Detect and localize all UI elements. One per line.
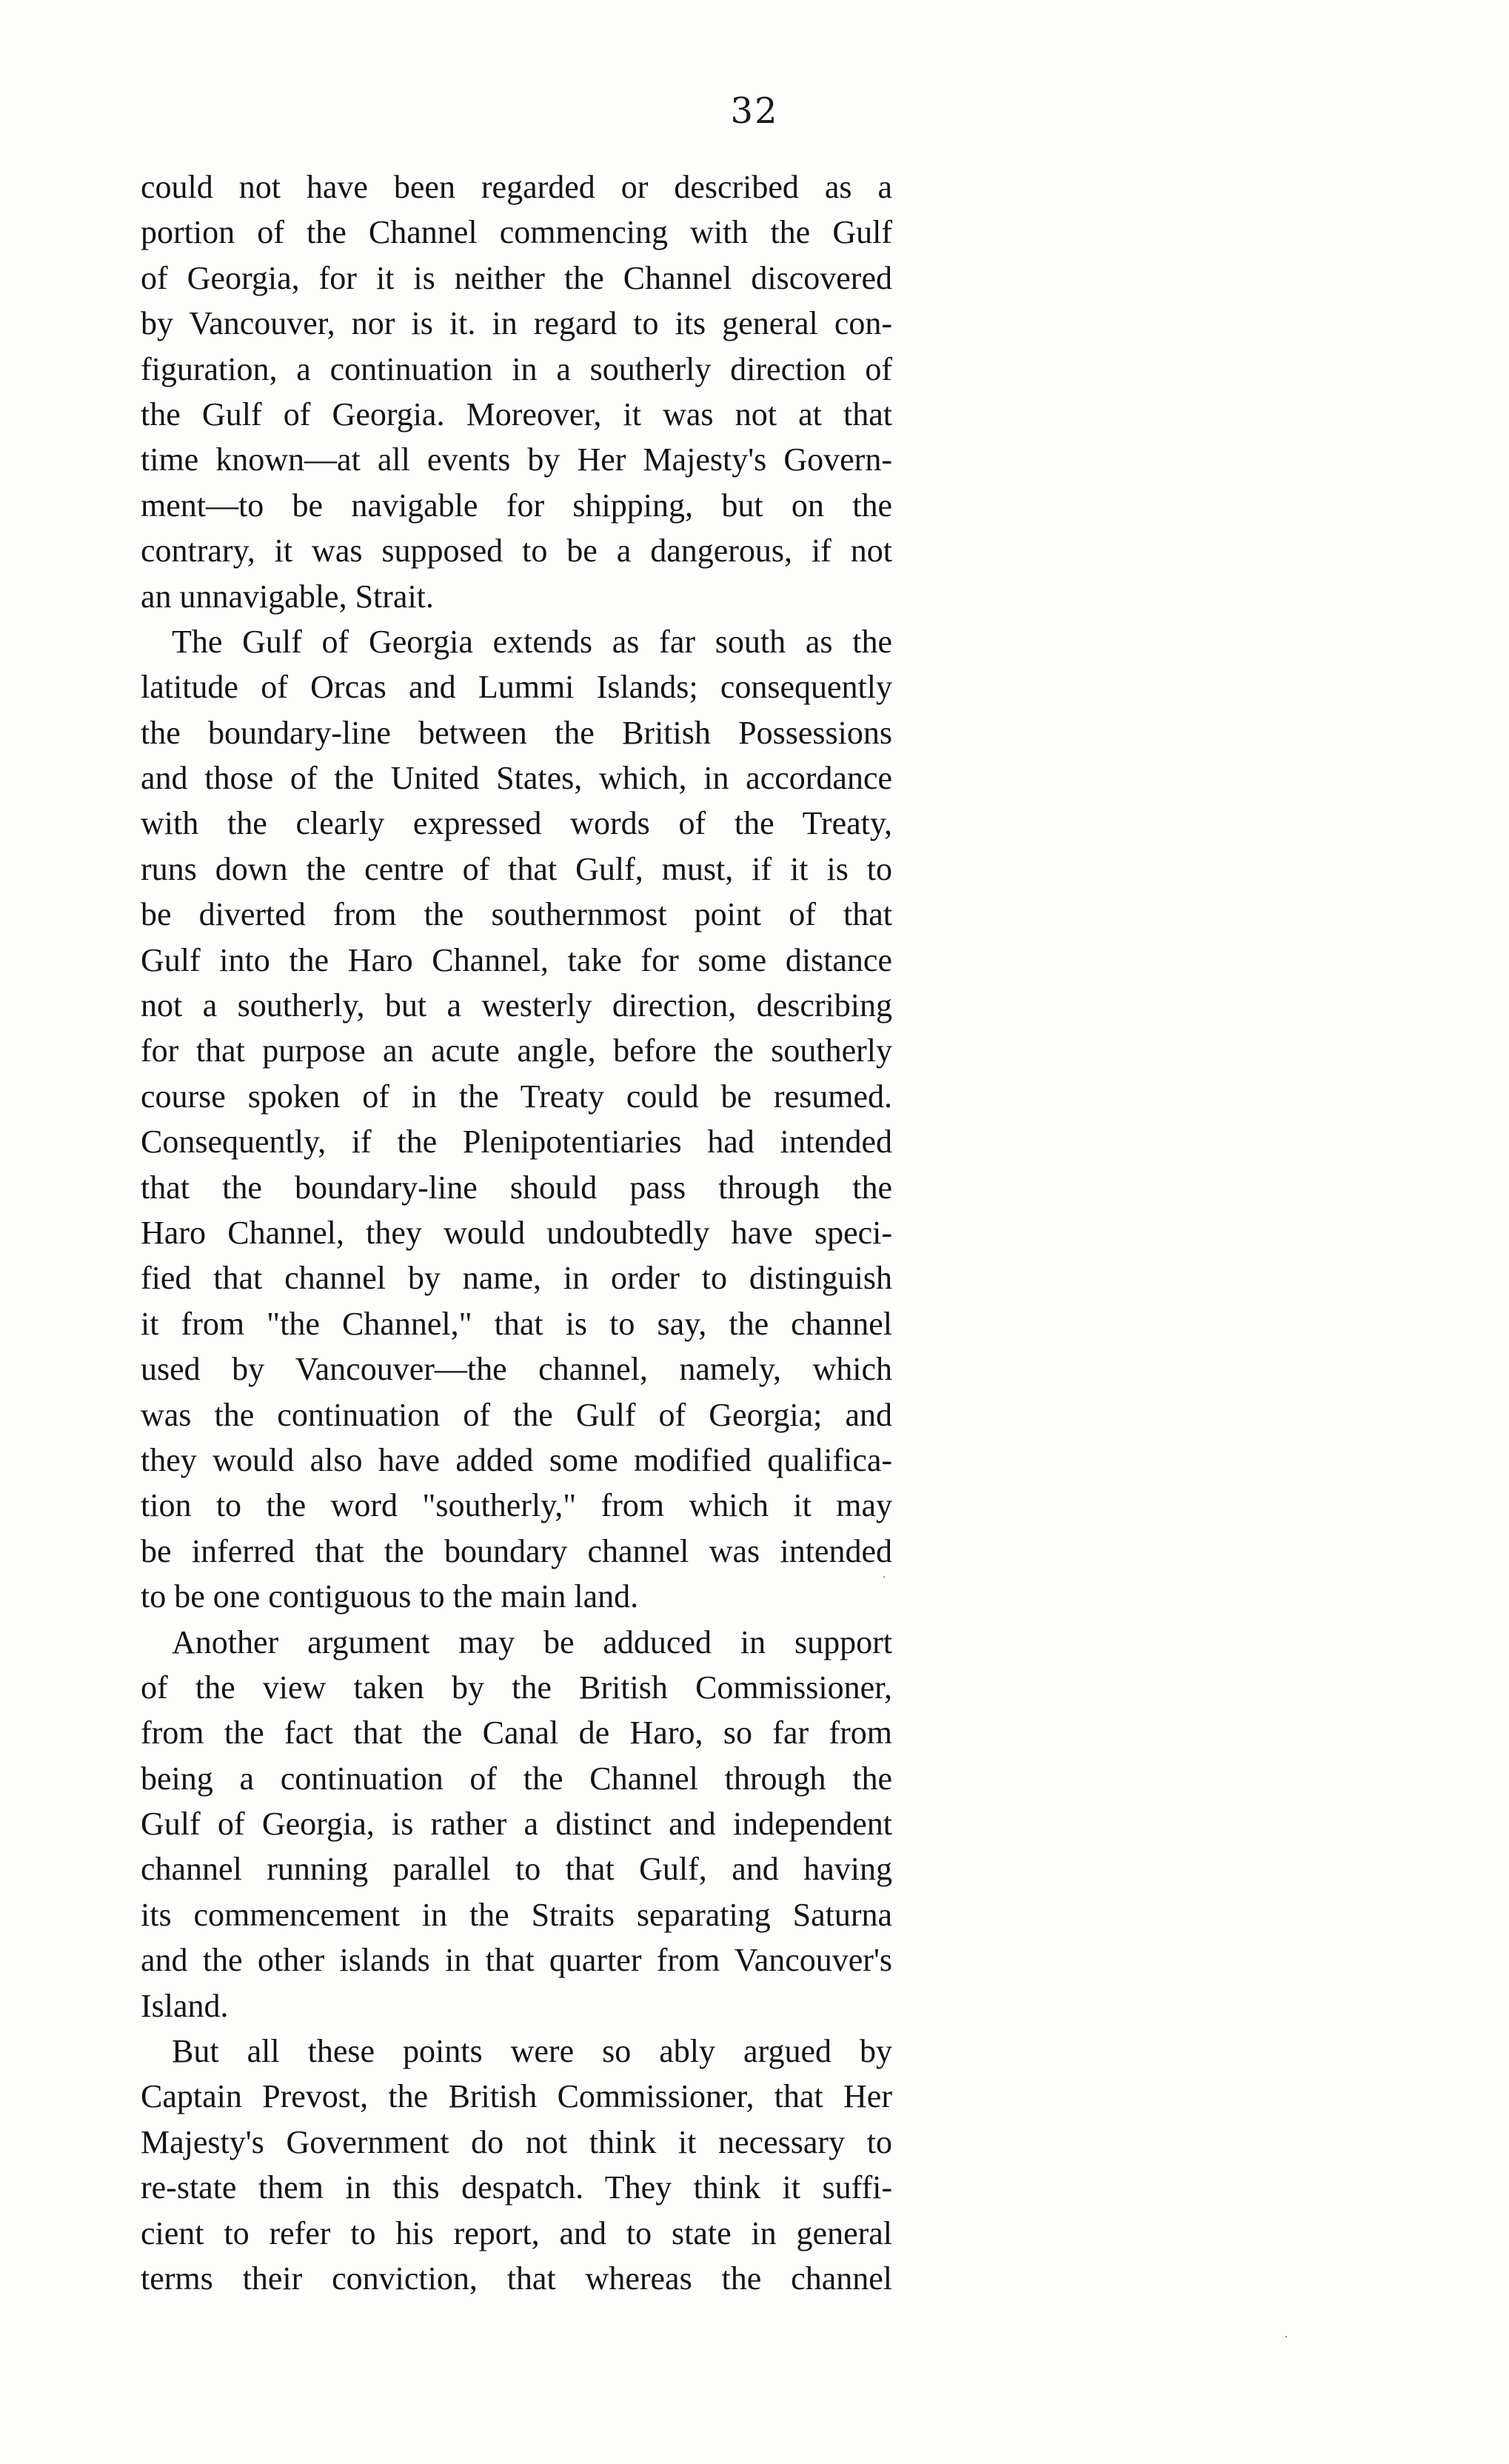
- text-line: course spoken of in the Treaty could be resumed.: [141, 1078, 892, 1115]
- text-line: Gulf of Georgia, is rather a distinct and independent: [141, 1806, 892, 1843]
- text-line: The Gulf of Georgia extends as far south as the: [172, 623, 892, 660]
- text-line: time known—at all events by Her Majesty's Govern-: [141, 441, 892, 478]
- text-line: But all these points were so ably argued by: [172, 2033, 892, 2070]
- text-line: tion to the word "southerly," from which it may: [141, 1487, 892, 1524]
- text-line: cient to refer to his report, and to state in general: [141, 2214, 892, 2251]
- page-number: 32: [730, 90, 779, 132]
- paragraph-1: [141, 164, 892, 619]
- text-line: Haro Channel, they would undoubtedly have speci-: [141, 1214, 892, 1251]
- text-line: fied that channel by name, in order to distinguish: [141, 1260, 892, 1297]
- paragraph-3: [141, 1620, 892, 2029]
- text-line: the Gulf of Georgia. Moreover, it was not at that: [141, 395, 892, 433]
- text-line: for that purpose an acute angle, before the southerly: [141, 1032, 892, 1069]
- text-line: was the continuation of the Gulf of Georgia; and: [141, 1396, 892, 1433]
- text-line: by Vancouver, nor is it. in regard to its general con-: [141, 305, 892, 342]
- text-line: could not have been regarded or described as a: [141, 169, 892, 205]
- text-line: not a southerly, but a westerly direction, describing: [141, 987, 892, 1024]
- text-line: and the other islands in that quarter from Vancouver's: [141, 1942, 892, 1979]
- text-line: of the view taken by the British Commissioner,: [141, 1669, 892, 1706]
- text-line: Gulf into the Haro Channel, take for some distance: [141, 941, 892, 978]
- text-line: from the fact that the Canal de Haro, so far from: [141, 1715, 892, 1752]
- text-line: be diverted from the southernmost point of that: [141, 896, 892, 933]
- text-line: Consequently, if the Plenipotentiaries had intended: [141, 1124, 892, 1161]
- text-line: figuration, a continuation in a southerly direction of: [141, 350, 892, 387]
- scan-speck: ·: [883, 1572, 886, 1583]
- text-line: latitude of Orcas and Lummi Islands; consequently: [141, 669, 892, 706]
- text-line: they would also have added some modified qualifica-: [141, 1441, 892, 1478]
- text-line: Majesty's Government do not think it necessary to: [141, 2123, 892, 2160]
- text-line: that the boundary-line should pass through the: [141, 1169, 892, 1206]
- text-line: of Georgia, for it is neither the Channel discovered: [141, 259, 892, 296]
- text-line: portion of the Channel commencing with the Gulf: [141, 214, 892, 251]
- text-line: runs down the centre of that Gulf, must, if it is to: [141, 850, 892, 887]
- text-line: be inferred that the boundary channel was intended: [141, 1532, 892, 1569]
- text-line: ment—to be navigable for shipping, but on the: [141, 487, 892, 524]
- text-line: the boundary-line between the British Possessions: [141, 714, 892, 751]
- text-line: and those of the United States, which, in accordance: [141, 760, 892, 797]
- text-line: channel running parallel to that Gulf, and having: [141, 1851, 892, 1888]
- text-line: Captain Prevost, the British Commissioner, that Her: [141, 2078, 892, 2115]
- text-line: being a continuation of the Channel through the: [141, 1760, 892, 1797]
- text-line: terms their conviction, that whereas the channel: [141, 2260, 892, 2297]
- scan-speck: ·: [1285, 2331, 1288, 2343]
- text-line: an unnavigable, Strait.: [141, 578, 434, 615]
- text-line: Another argument may be adduced in support: [172, 1623, 892, 1660]
- paragraph-2: [141, 619, 892, 1620]
- text-line: to be one contiguous to the main land.: [141, 1578, 639, 1615]
- text-line: its commencement in the Straits separating Saturna: [141, 1896, 892, 1933]
- paragraph-4: [141, 2029, 892, 2301]
- text-line: re-state them in this despatch. They think it suffi-: [141, 2169, 892, 2206]
- text-line: used by Vancouver—the channel, namely, which: [141, 1351, 892, 1388]
- text-line: contrary, it was supposed to be a dangerous, if not: [141, 532, 892, 570]
- text-line: it from "the Channel," that is to say, the channel: [141, 1305, 892, 1342]
- text-line: Island.: [141, 1987, 229, 2024]
- text-line: with the clearly expressed words of the Treaty,: [141, 805, 892, 842]
- body-text: [141, 164, 892, 2301]
